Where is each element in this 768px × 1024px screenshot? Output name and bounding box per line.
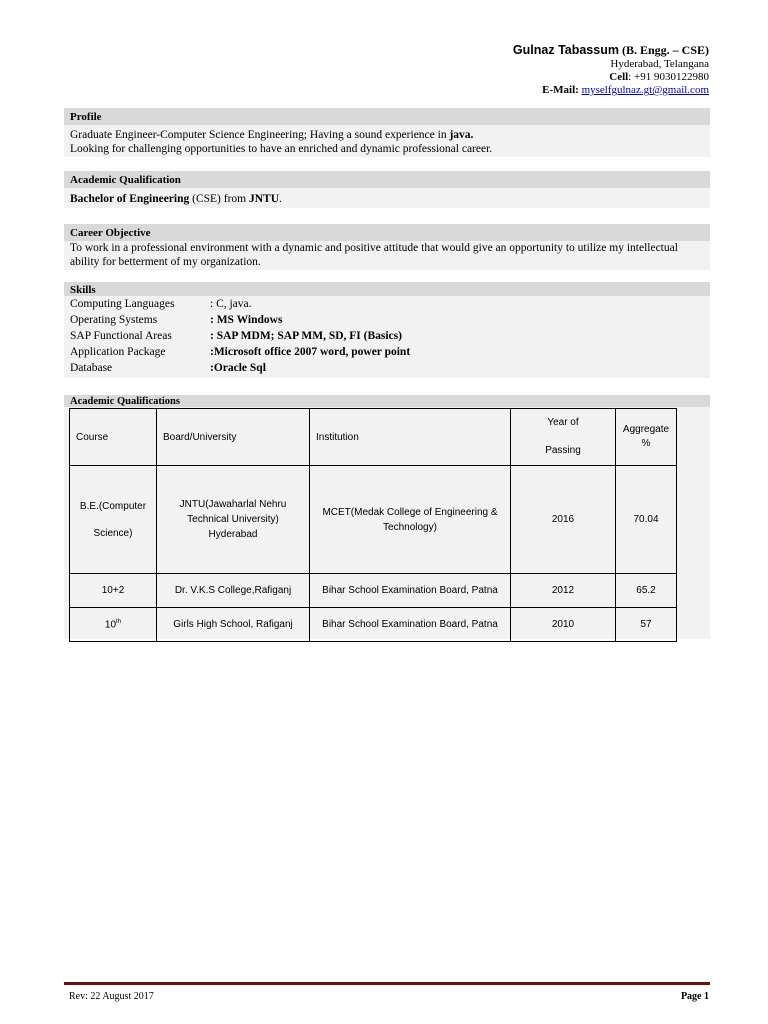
objective-text: To work in a professional environment with a dynamic and positive attitude that would give an opportunity to utilize my intellectual ability for betterment of my organization. [64,241,710,270]
skill-row [70,344,704,360]
skills-heading: Skills [64,282,710,296]
skill-key: SAP Functional Areas [70,330,172,342]
skill-key: Computing Languages [70,298,175,310]
header-aggregate-line2: % [641,438,651,449]
resume-header: Gulnaz Tabassum (B. Engg. – CSE) Hyderabad, Telangana Cell: +91 9030122980 E-Mail: myselfgulnaz.gt@gmail.com [512,43,709,96]
skill-row [70,296,704,312]
skills-section [64,282,710,378]
cell-institution-line1: MCET(Medak College of Engineering & [322,506,498,518]
academic-end: . [279,193,282,205]
page-footer [69,991,709,1002]
objective-heading: Career Objective [64,224,710,241]
objective-section [64,224,710,270]
cell-number: : +91 9030122980 [628,71,709,83]
academic-section [64,171,710,208]
cell-year: 2012 [511,574,616,608]
candidate-degree: (B. Engg. – CSE) [618,43,709,57]
academic-degree: Bachelor of Engineering [70,193,190,205]
skill-row [70,328,704,344]
cell-aggregate: 70.04 [616,466,677,574]
skill-value: : MS Windows [210,314,283,326]
academic-heading: Academic Qualification [64,171,710,188]
table-row [70,574,677,608]
profile-line2: Looking for challenging opportunities to have an enriched and dynamic professional career. [70,143,493,155]
cell-board-line1: JNTU(Jawaharlal Nehru [179,499,287,510]
skill-key: Operating Systems [70,314,158,326]
cell-institution: Bihar School Examination Board, Patna [310,574,511,608]
cell-board: Girls High School, Rafiganj [157,608,310,642]
qualifications-section [64,395,710,407]
cell-board: Dr. V.K.S College,Rafiganj [157,574,310,608]
cell-course: 10+2 [70,574,157,608]
table-row [70,466,677,574]
cell-year: 2010 [511,608,616,642]
cell-course-line2: Science) [93,527,133,539]
cell-course [70,608,157,642]
header-board: Board/University [157,409,310,466]
cell-year: 2016 [511,466,616,574]
cell-course-line1: B.E.(Computer [79,500,147,512]
skill-key: Application Package [70,346,166,358]
revision-date: Rev: 22 August 2017 [69,991,154,1002]
qualifications-table [69,408,677,642]
header-year [511,409,616,466]
candidate-location: Hyderabad, Telangana [610,58,709,70]
skill-value: : C, java. [210,298,252,310]
profile-line1-bold: java. [449,129,474,141]
header-year-line1: Year of [547,417,579,428]
academic-middle: (CSE) from [189,193,249,205]
cell-institution-line2: Technology) [383,521,437,533]
skill-value: :Oracle Sql [210,362,266,374]
profile-line1: Graduate Engineer-Computer Science Engineering; Having a sound experience in [70,129,450,141]
profile-heading: Profile [64,108,710,125]
cell-course-text: 10 [104,619,117,631]
header-aggregate [616,409,677,466]
skill-key: Database [70,362,113,374]
cell-board-line3: Hyderabad [208,529,258,540]
cell-board [157,466,310,574]
cell-institution: Bihar School Examination Board, Patna [310,608,511,642]
skill-row [70,312,704,328]
header-institution: Institution [310,409,511,466]
header-course: Course [70,409,157,466]
cell-course-sup: th [116,618,122,625]
skill-value: :Microsoft office 2007 word, power point [210,346,411,358]
cell-aggregate: 65.2 [616,574,677,608]
page-number: Page 1 [680,991,709,1002]
header-year-line2: Passing [545,445,581,456]
table-header-row [70,409,677,466]
table-row [70,608,677,642]
academic-university: JNTU [249,193,280,205]
cell-aggregate: 57 [616,608,677,642]
qualifications-heading: Academic Qualifications [64,395,710,407]
profile-section [64,108,710,157]
cell-institution [310,466,511,574]
skill-value: : SAP MDM; SAP MM, SD, FI (Basics) [210,330,402,342]
email-link[interactable]: myselfgulnaz.gt@gmail.com [581,84,709,96]
email-label: E-Mail [542,84,576,96]
cell-label: Cell [609,71,629,83]
cell-course [70,466,157,574]
skill-row [70,360,704,376]
cell-board-line2: Technical University) [187,514,279,525]
header-aggregate-line1: Aggregate [622,424,670,435]
candidate-name: Gulnaz Tabassum [512,43,619,57]
footer-rule [64,982,710,985]
